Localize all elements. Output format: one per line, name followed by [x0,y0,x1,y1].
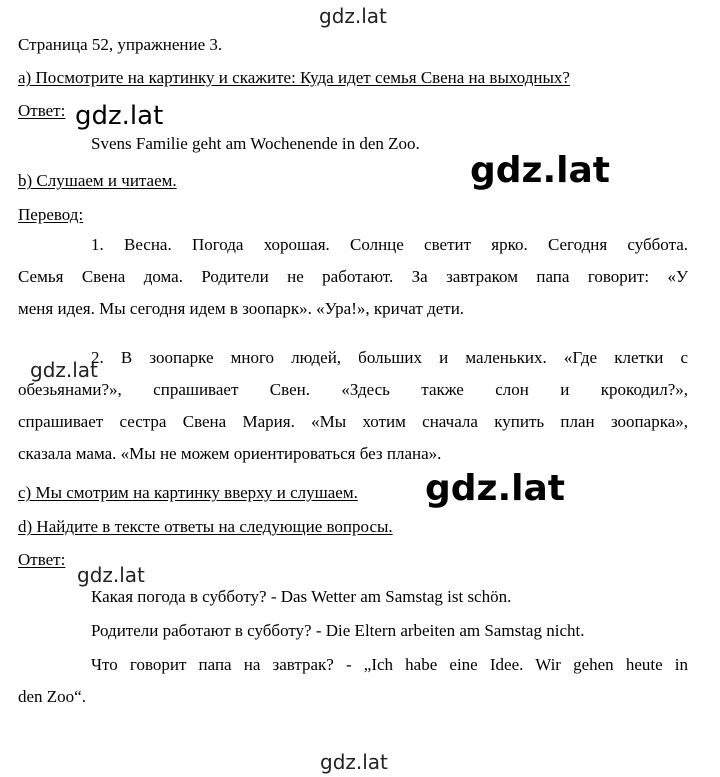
watermark: gdz.lat [470,150,611,191]
paragraph-line: сказала мама. «Мы не можем ориентироваться без плана». [18,444,442,463]
paragraph-line: обезьянами?», спрашивает Свен. «Здесь также слон и крокодил?», [18,380,688,399]
answer-label: Ответ: [18,101,66,120]
task-a: a) Посмотрите на картинку и скажите: Куда идет семья Свена на выходных? [18,68,570,87]
paragraph-2 [18,342,688,470]
watermark: gdz.lat [30,358,98,382]
answer-d-1: Какая погода в субботу? - Das Wetter am Samstag ist schön. [91,587,512,606]
answer-line: Что говорит папа на завтрак? - „Ich habe eine Idee. Wir gehen heute in [91,655,688,674]
answer-d-2: Родители работают в субботу? - Die Eltern arbeiten am Samstag nicht. [91,621,585,640]
paragraph-line: 2. В зоопарке много людей, больших и маленьких. «Где клетки с [91,348,688,367]
paragraph-line: 1. Весна. Погода хорошая. Солнце светит ярко. Сегодня суббота. [91,235,688,254]
paragraph-1 [18,229,688,325]
task-d: d) Найдите в тексте ответы на следующие вопросы. [18,517,393,536]
translation-label: Перевод: [18,205,84,224]
paragraph-line: спрашивает сестра Свена Мария. «Мы хотим сначала купить план зоопарка», [18,412,688,431]
watermark: gdz.lat [320,750,388,774]
paragraph-line: меня идея. Мы сегодня идем в зоопарк». «Ура!», кричат дети. [18,299,465,318]
paragraph-line: Семья Свена дома. Родители не работают. За завтраком папа говорит: «У [18,267,688,286]
watermark: gdz.lat [319,4,387,28]
watermark: gdz.lat [75,101,164,131]
answer-line: den Zoo“. [18,687,86,706]
watermark: gdz.lat [425,468,566,509]
page-title: Страница 52, упражнение 3. [18,35,223,54]
watermark: gdz.lat [77,563,145,587]
task-c: c) Мы смотрим на картинку вверху и слушаем. [18,483,358,502]
answer-d-3 [18,649,688,713]
task-b: b) Слушаем и читаем. [18,171,177,190]
answer-a: Svens Familie geht am Wochenende in den Zoo. [91,134,420,153]
answer-label-2: Ответ: [18,550,66,569]
